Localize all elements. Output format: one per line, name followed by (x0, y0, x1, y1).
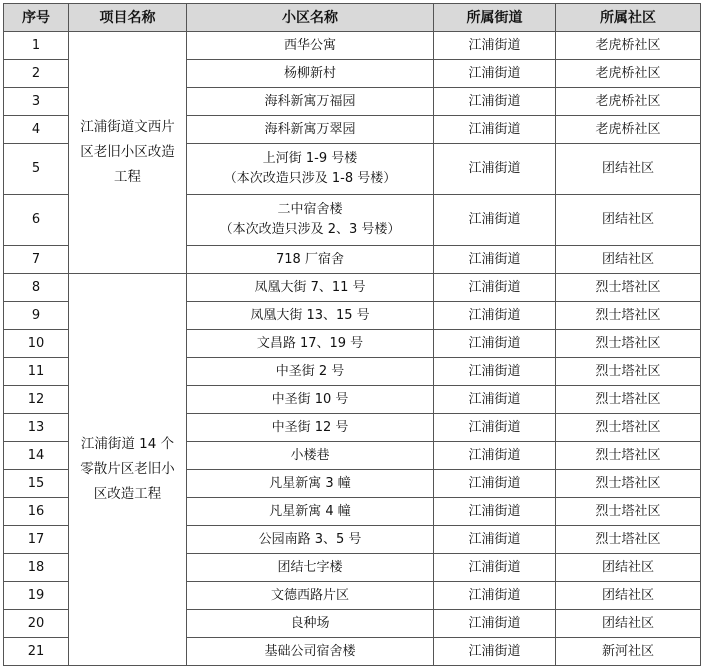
district-cell: 烈士塔社区 (556, 414, 701, 442)
header-no: 序号 (4, 4, 69, 32)
street-cell: 江浦街道 (434, 302, 556, 330)
community-name-cell: 基础公司宿舍楼 (187, 638, 434, 666)
street-cell: 江浦街道 (434, 526, 556, 554)
row-number: 5 (4, 144, 69, 195)
street-cell: 江浦街道 (434, 638, 556, 666)
header-project: 项目名称 (69, 4, 187, 32)
district-cell: 团结社区 (556, 195, 701, 246)
community-note: （本次改造只涉及 1-8 号楼） (223, 171, 397, 186)
community-name-cell: 文昌路 17、19 号 (187, 330, 434, 358)
street-cell: 江浦街道 (434, 386, 556, 414)
community-name-cell: 团结七字楼 (187, 554, 434, 582)
community-name-cell: 海科新寓万福园 (187, 88, 434, 116)
street-cell: 江浦街道 (434, 246, 556, 274)
street-cell: 江浦街道 (434, 442, 556, 470)
row-number: 15 (4, 470, 69, 498)
row-number: 3 (4, 88, 69, 116)
community-name-cell: 文德西路片区 (187, 582, 434, 610)
street-cell: 江浦街道 (434, 274, 556, 302)
row-number: 9 (4, 302, 69, 330)
header-community-name: 小区名称 (187, 4, 434, 32)
project-name-cell: 江浦街道文西片区老旧小区改造工程 (69, 32, 187, 274)
district-cell: 烈士塔社区 (556, 470, 701, 498)
community-name: 上河街 1-9 号楼 (262, 151, 358, 166)
row-number: 12 (4, 386, 69, 414)
district-cell: 烈士塔社区 (556, 330, 701, 358)
district-cell: 老虎桥社区 (556, 60, 701, 88)
district-cell: 烈士塔社区 (556, 358, 701, 386)
street-cell: 江浦街道 (434, 88, 556, 116)
community-name-cell: 凡星新寓 3 幢 (187, 470, 434, 498)
row-number: 7 (4, 246, 69, 274)
community-note: （本次改造只涉及 2、3 号楼） (219, 222, 401, 237)
row-number: 17 (4, 526, 69, 554)
district-cell: 烈士塔社区 (556, 386, 701, 414)
district-cell: 烈士塔社区 (556, 498, 701, 526)
street-cell: 江浦街道 (434, 414, 556, 442)
row-number: 21 (4, 638, 69, 666)
row-number: 8 (4, 274, 69, 302)
community-name-cell (187, 144, 434, 195)
street-cell: 江浦街道 (434, 610, 556, 638)
table-body (4, 32, 701, 666)
community-table (3, 3, 701, 666)
row-number: 14 (4, 442, 69, 470)
row-number: 11 (4, 358, 69, 386)
district-cell: 团结社区 (556, 144, 701, 195)
row-number: 6 (4, 195, 69, 246)
district-cell: 老虎桥社区 (556, 32, 701, 60)
project-name-cell: 江浦街道 14 个零散片区老旧小区改造工程 (69, 274, 187, 666)
row-number: 19 (4, 582, 69, 610)
community-name-cell: 凤凰大街 13、15 号 (187, 302, 434, 330)
district-cell: 烈士塔社区 (556, 302, 701, 330)
district-cell: 团结社区 (556, 610, 701, 638)
street-cell: 江浦街道 (434, 32, 556, 60)
row-number: 16 (4, 498, 69, 526)
district-cell: 烈士塔社区 (556, 274, 701, 302)
row-number: 13 (4, 414, 69, 442)
community-name-cell: 中圣街 12 号 (187, 414, 434, 442)
header-street: 所属街道 (434, 4, 556, 32)
district-cell: 团结社区 (556, 246, 701, 274)
community-name-cell: 杨柳新村 (187, 60, 434, 88)
district-cell: 团结社区 (556, 582, 701, 610)
district-cell: 老虎桥社区 (556, 88, 701, 116)
community-name-cell (187, 195, 434, 246)
street-cell: 江浦街道 (434, 498, 556, 526)
community-name-cell: 西华公寓 (187, 32, 434, 60)
row-number: 20 (4, 610, 69, 638)
community-name-cell: 海科新寓万翠园 (187, 116, 434, 144)
street-cell: 江浦街道 (434, 358, 556, 386)
header-district: 所属社区 (556, 4, 701, 32)
district-cell: 新河社区 (556, 638, 701, 666)
header-row (4, 4, 701, 32)
street-cell: 江浦街道 (434, 582, 556, 610)
street-cell: 江浦街道 (434, 116, 556, 144)
community-name: 二中宿舍楼 (277, 202, 343, 217)
community-name-cell: 小楼巷 (187, 442, 434, 470)
community-name-cell: 凤凰大街 7、11 号 (187, 274, 434, 302)
row-number: 2 (4, 60, 69, 88)
district-cell: 烈士塔社区 (556, 442, 701, 470)
street-cell: 江浦街道 (434, 60, 556, 88)
row-number: 10 (4, 330, 69, 358)
row-number: 18 (4, 554, 69, 582)
community-name-cell: 中圣街 2 号 (187, 358, 434, 386)
table-row (4, 274, 701, 302)
row-number: 4 (4, 116, 69, 144)
district-cell: 烈士塔社区 (556, 526, 701, 554)
community-name-cell: 公园南路 3、5 号 (187, 526, 434, 554)
street-cell: 江浦街道 (434, 330, 556, 358)
row-number: 1 (4, 32, 69, 60)
community-name-cell: 凡星新寓 4 幢 (187, 498, 434, 526)
district-cell: 老虎桥社区 (556, 116, 701, 144)
district-cell: 团结社区 (556, 554, 701, 582)
community-name-cell: 718 厂宿舍 (187, 246, 434, 274)
community-name-cell: 中圣街 10 号 (187, 386, 434, 414)
street-cell: 江浦街道 (434, 554, 556, 582)
table-row (4, 32, 701, 60)
street-cell: 江浦街道 (434, 195, 556, 246)
street-cell: 江浦街道 (434, 470, 556, 498)
community-name-cell: 良种场 (187, 610, 434, 638)
street-cell: 江浦街道 (434, 144, 556, 195)
